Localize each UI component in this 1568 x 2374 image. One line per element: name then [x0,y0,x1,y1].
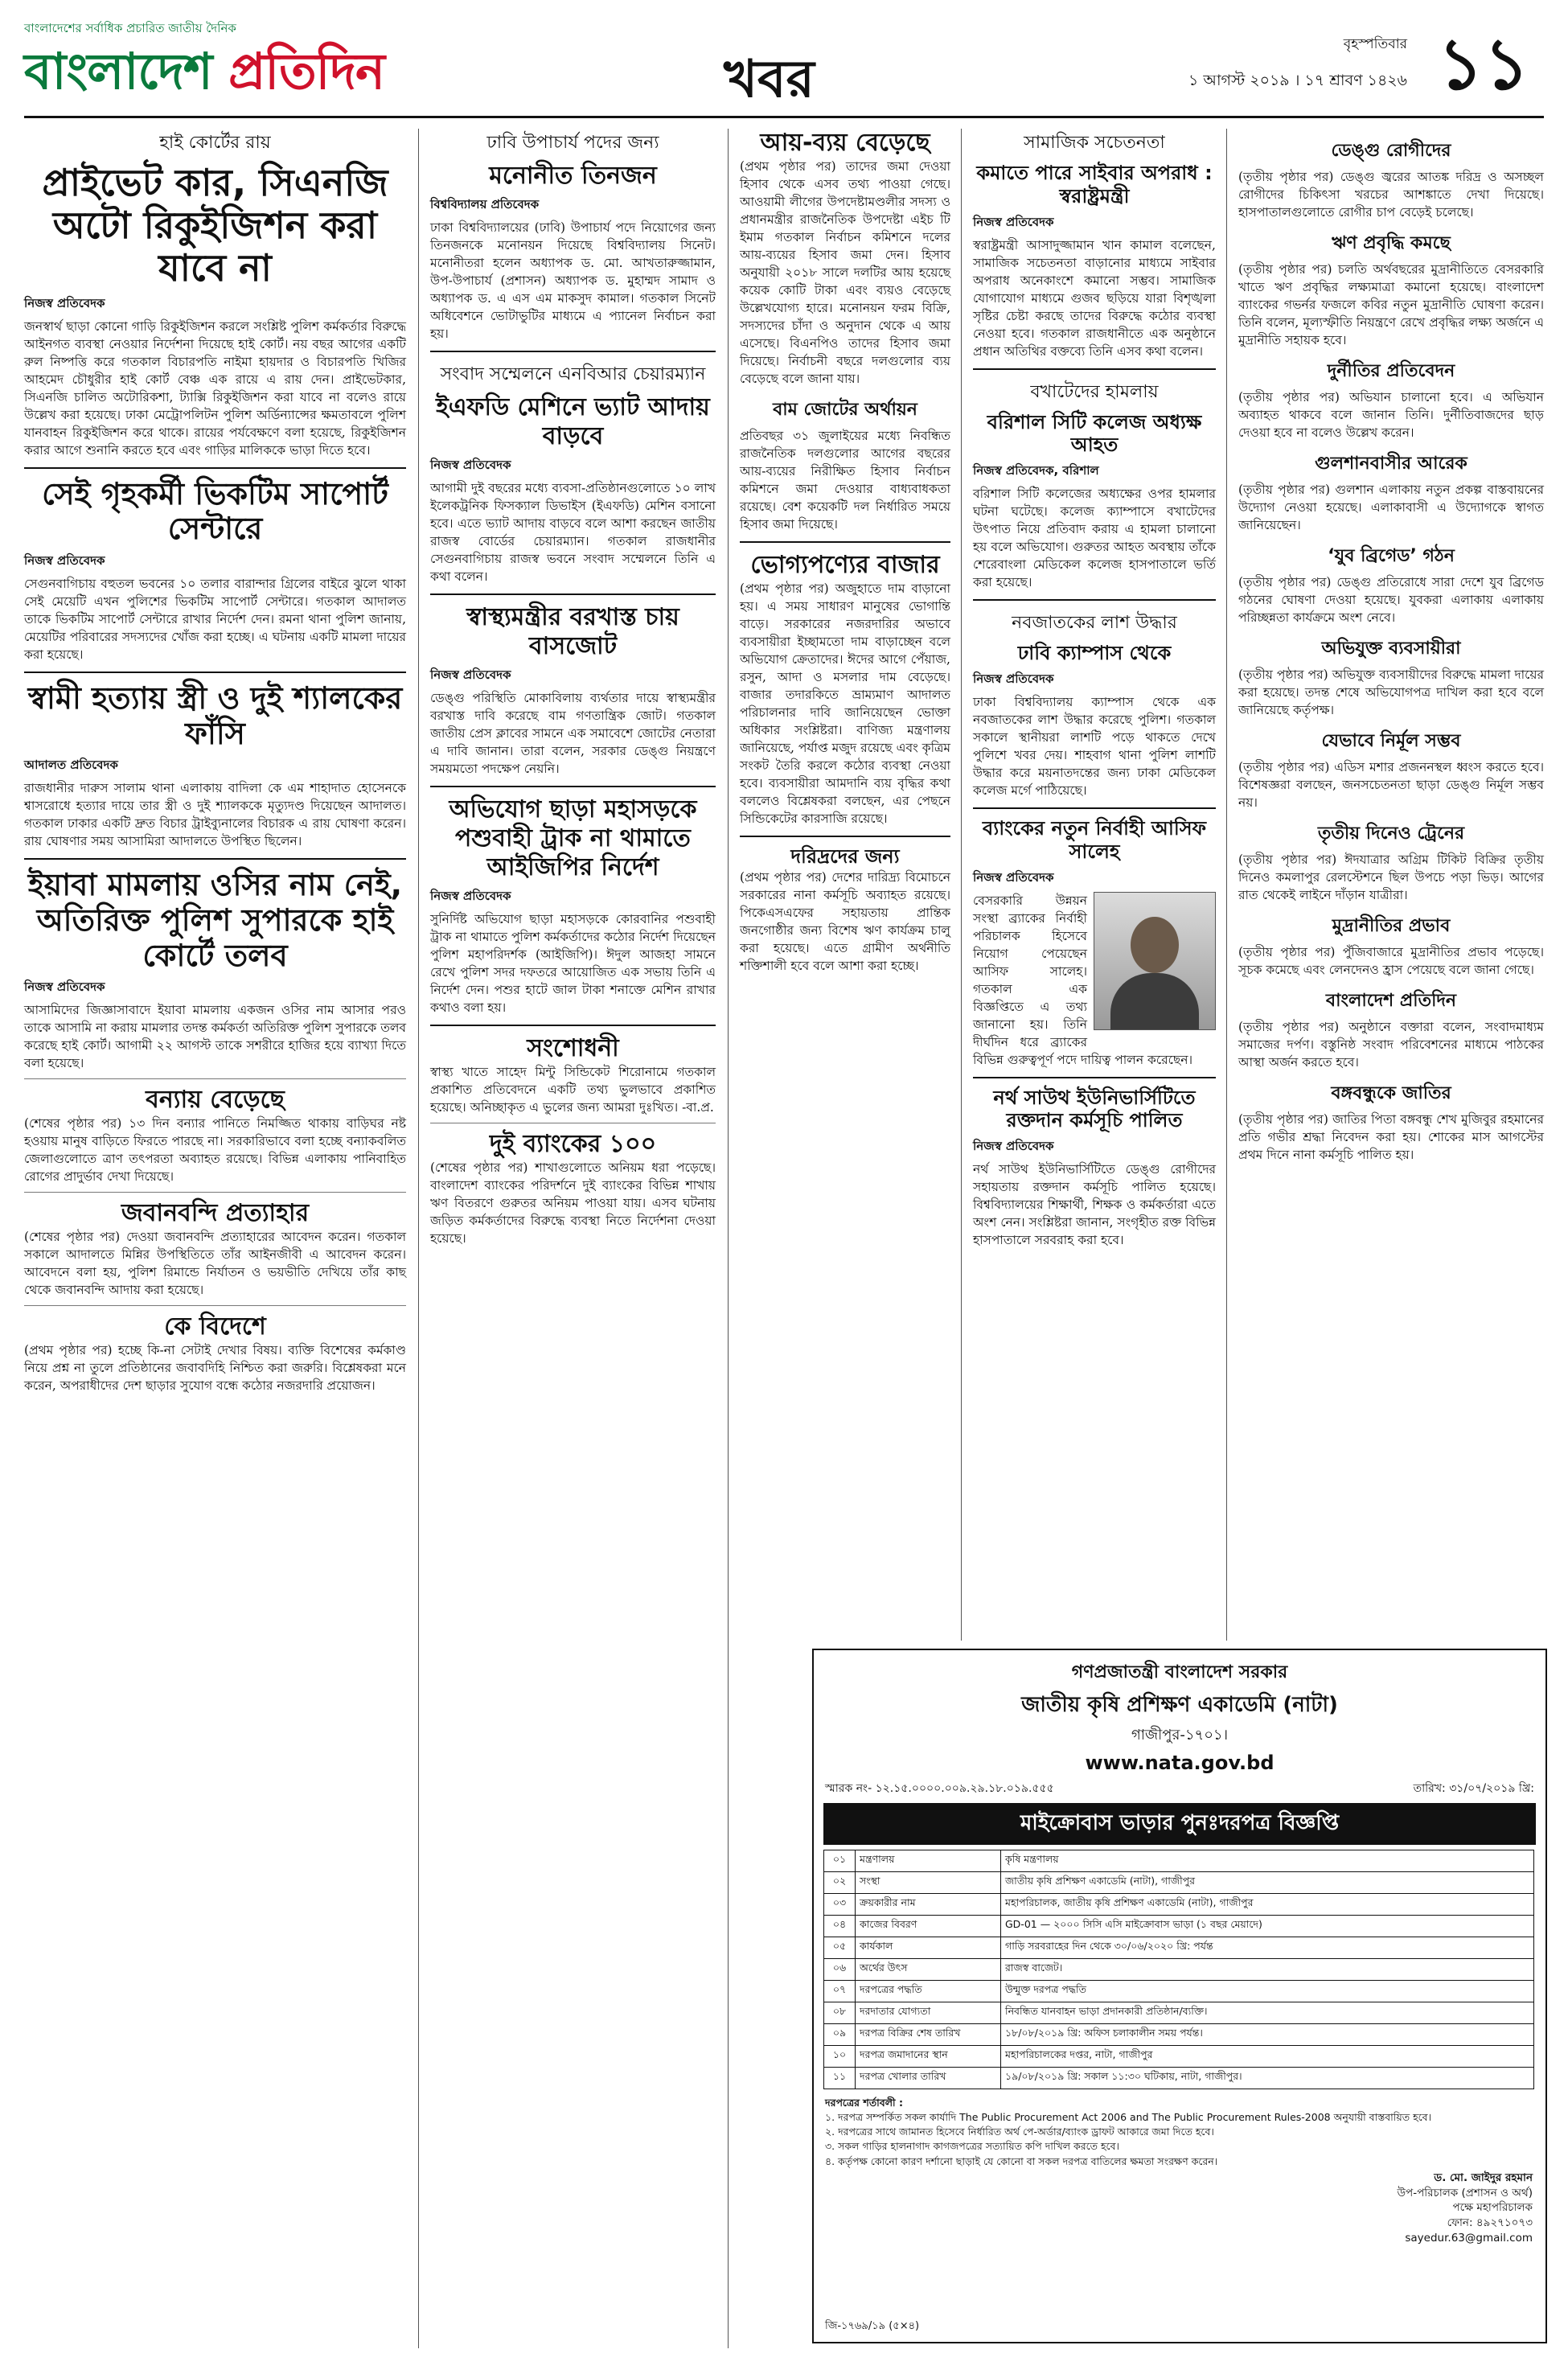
row-value: উন্মুক্ত দরপত্র পদ্ধতি [1001,1981,1534,2002]
table-row [824,2024,1534,2046]
article-body: প্রতিবছর ৩১ জুলাইয়ের মধ্যে নিবন্ধিত রাজনৈতিক দলগুলোর আগের বছরের আয়-ব্যয়ের নিরীক্ষিত হিসাব নির্বাচন কমিশনে জমা দেওয়ার বাধ্যবাধকতা রয়েছে। বেশ কয়েকটি দল নির্ধারিত সময়ে হিসাব জমা দিয়েছে। [740,429,950,532]
tender-table [823,1850,1534,2089]
article-headline[interactable]: কে বিদেশে [164,1312,266,1341]
article-body: (শেষের পৃষ্ঠার পর) শাখাগুলোতে অনিয়ম ধরা পড়েছে। বাংলাদেশ ব্যাংকের পরিদর্শনে দুই ব্যাংকের বিভিন্ন শাখায় ঋণ বিতরণে গুরুতর অনিয়ম পাওয়া যায়। এসব ঘটনায় জড়িত কর্মকর্তাদের বিরুদ্ধে ব্যবস্থা নিতে নির্দেশনা দেওয়া হয়েছে। [430,1160,716,1246]
row-label: দরপত্র খোলার তারিখ [856,2068,1001,2089]
article-headline[interactable]: বরিশাল সিটি কলেজ অধ্যক্ষ আহত [987,410,1202,457]
article-byline: নিজস্ব প্রতিবেদক [973,869,1054,885]
row-label: দরপত্রের পদ্ধতি [856,1981,1001,2002]
article-headline[interactable]: স্বামী হত্যায় স্ত্রী ও দুই শ্যালকের ফাঁসি [27,680,403,751]
jump-headline[interactable]: বঙ্গবন্ধুকে জাতির [1331,1083,1451,1103]
article-body: (তৃতীয় পৃষ্ঠার পর) এডিস মশার প্রজননস্থল ধ্বংস করতে হবে। বিশেষজ্ঞরা বলছেন, জনসচেতনতা ছাড়া ডেঙ্গু নির্মূল সম্ভব নয়। [1238,760,1544,810]
article-byline: নিজস্ব প্রতিবেদক [973,1139,1054,1154]
article-body: ডেঙ্গু পরিস্থিতি মোকাবিলায় ব্যর্থতার দায়ে স্বাস্থ্যমন্ত্রীর বরখাস্ত দাবি করেছে বাম গণতান্ত্রিক জোট। গতকাল জাতীয় প্রেস ক্লাবের সামনে এক সমাবেশে জোটের নেতারা এ দাবি জানান। তারা বলেন, সরকার ডেঙ্গু নিয়ন্ত্রণে সময়মতো পদক্ষেপ নেয়নি। [430,691,716,776]
article-byline: নিজস্ব প্রতিবেদক [430,458,511,472]
jump-headline[interactable]: গুলশানবাসীর আরেক [1315,454,1467,474]
ad-header [814,1658,1545,1774]
jump-headline[interactable]: তৃতীয় দিনেও ট্রেনের [1317,824,1465,844]
ad-terms-title: দরপত্রের শর্তাবলী : [825,2097,903,2109]
article-headline[interactable]: নর্থ সাউথ ইউনিভার্সিটিতে রক্তদান কর্মসূচি পালিত [993,1086,1196,1132]
article-subhead: বাম জোটের অর্থায়ন [773,400,917,420]
row-number: ০৯ [824,2024,856,2046]
article-body: বরিশাল সিটি কলেজের অধ্যক্ষের ওপর হামলার ঘটনা ঘটেছে। কলেজ ক্যাম্পাসে বখাটেদের উৎপাত নিয়ে প্রতিবাদ করায় এ হামলা চালানো হয় বলে অভিযোগ। গুরুতর আহত অবস্থায় তাঁকে শেরেবাংলা মেডিকেল কলেজ হাসপাতালে ভর্তি করা হয়েছে। [973,487,1216,590]
ad-term-item: ১. দরপত্র সম্পর্কিত সকল কার্যাদি The Public Procurement Act 2006 and The Public Procurement Rules-2008 অনুযায়ী বাস্তবায়িত হবে। [825,2111,1432,2124]
article-body: (তৃতীয় পৃষ্ঠার পর) অভিযান চালানো হবে। এ অভিযান অব্যাহত থাকবে বলে জানান তিনি। দুর্নীতিবাজদের ছাড় দেওয়া হবে না বলেও উল্লেখ করেন। [1238,390,1544,440]
article-body: (প্রথম পৃষ্ঠার পর) অজুহাতে দাম বাড়ানো হয়। এ সময় সাধারণ মানুষের ভোগান্তি বাড়ে। সরকারের নজরদারির অভাবে ব্যবসায়ীরা ইচ্ছামতো দাম বাড়াচ্ছেন বলে অভিযোগ ক্রেতাদের। ঈদের আগে পেঁয়াজ, রসুন, আদা ও মসলার দাম বেড়েছে। বাজার তদারকিতে ভ্রাম্যমাণ আদালত পরিচালনার দাবি জানিয়েছেন ভোক্তা অধিকার সংশ্লিষ্টরা। বাণিজ্য মন্ত্রণালয় জানিয়েছে, পর্যাপ্ত মজুদ রয়েছে এবং কৃত্রিম সংকট তৈরি করলে কঠোর ব্যবস্থা নেওয়া হবে। ব্যবসায়ীরা আমদানি ব্যয় বৃদ্ধির কথা বললেও বিশ্লেষকরা বলছেন, এর পেছনে সিন্ডিকেটের কারসাজি রয়েছে। [740,581,950,826]
divider [430,594,716,595]
column-divider [418,129,419,2348]
table-row [824,2046,1534,2068]
article-headline[interactable]: সেই গৃহকর্মী ভিকটিম সাপোর্ট সেন্টারে [42,475,388,547]
article-body: (তৃতীয় পৃষ্ঠার পর) ডেঙ্গু প্রতিরোধে সারা দেশে যুব ব্রিগেড গঠনের ঘোষণা দেওয়া হয়েছে। যুবকরা এলাকায় এলাকায় পরিচ্ছন্নতা কার্যক্রমে অংশ নেবে। [1238,575,1544,625]
row-label: ক্রয়কারীর নাম [856,1894,1001,1916]
column-divider [1226,129,1227,1641]
article-headline[interactable]: বন্যায় বেড়েছে [146,1086,285,1115]
ad-title: মাইক্রোবাস ভাড়ার পুনঃদরপত্র বিজ্ঞপ্তি [823,1803,1536,1845]
row-value: মহাপরিচালক, জাতীয় কৃষি প্রশিক্ষণ একাডেমি (নাটা), গাজীপুর [1001,1894,1534,1916]
row-label: দরপত্র বিক্রির শেষ তারিখ [856,2024,1001,2046]
article-byline: নিজস্ব প্রতিবেদক [973,671,1054,686]
article-body: (তৃতীয় পৃষ্ঠার পর) অনুষ্ঠানে বক্তারা বলেন, সংবাদমাধ্যম সমাজের দর্পণ। বস্তুনিষ্ঠ সংবাদ পরিবেশনের মাধ্যমে পাঠকের আস্থা অর্জন করতে হবে। [1238,1020,1544,1070]
divider [740,836,950,837]
weekday: বৃহস্পতিবার [1343,36,1407,52]
article-byline: নিজস্ব প্রতিবেদক [973,214,1054,229]
ad-term-item: ৪. কর্তৃপক্ষ কোনো কারণ দর্শানো ছাড়াই যে কোনো বা সকল দরপত্র বাতিলের ক্ষমতা সংরক্ষণ করেন। [825,2154,1218,2167]
table-row [824,1959,1534,1981]
divider [973,807,1216,809]
row-number: ০৬ [824,1959,856,1981]
ad-memo-date: তারিখ: ৩১/০৭/২০১৯ খ্রি: [1413,1782,1534,1795]
ad-memo-line [814,1774,1545,1803]
row-number: ০৩ [824,1894,856,1916]
row-number: ০৮ [824,2002,856,2024]
article-body: (তৃতীয় পৃষ্ঠার পর) গুলশান এলাকায় নতুন প্রকল্প বাস্তবায়নের উদ্যোগ নেওয়া হয়েছে। এলাকাবাসী এ উদ্যোগকে স্বাগত জানিয়েছেন। [1238,483,1544,532]
row-label: অর্থের উৎস [856,1959,1001,1981]
table-row [824,2068,1534,2089]
article-body: ঢাকা বিশ্ববিদ্যালয় ক্যাম্পাস থেকে এক নবজাতকের লাশ উদ্ধার করেছে পুলিশ। গতকাল সকালে স্থানীয়রা লাশটি পড়ে থাকতে দেখে পুলিশে খবর দেয়। শাহবাগ থানা পুলিশ লাশটি উদ্ধার করে ময়নাতদন্তের জন্য ঢাকা মেডিকেল কলেজ মর্গে পাঠিয়েছে। [973,694,1216,798]
row-number: ০১ [824,1850,856,1872]
article-headline[interactable]: ভোগ্যপণ্যের বাজার [750,551,940,579]
article-byline: নিজস্ব প্রতিবেদক [24,295,105,310]
article-byline: নিজস্ব প্রতিবেদক [430,667,511,682]
article-body: জনস্বার্থ ছাড়া কোনো গাড়ি রিকুইজিশন করলে সংশ্লিষ্ট পুলিশ কর্মকর্তার বিরুদ্ধে আইনগত ব্যবস্থা নেওয়ার নির্দেশনা দিয়েছে হাই কোর্ট। নয় বছর আগের একটি রুল নিষ্পত্তি করে গতকাল বিচারপতি নাইমা হায়দার ও বিচারপতি খিজির আহমেদ চৌধুরীর হাই কোর্ট বেঞ্চ এক রায়ে এ রায় দেন। প্রাইভেটকার, সিএনজি চালিত অটোরিকশা, ট্যাক্সি রিকুইজিশন করা যাবে না বলেও রায়ে উল্লেখ করা হয়েছে। ঢাকা মেট্রোপলিটন পুলিশ অর্ডিন্যান্সের ক্ষমতাবলে পুলিশ যানবাহন রিকুইজিশন করে থাকে। রায়ের পর্যবেক্ষণে বলা হয়েছে, রিকুইজিশন করার আগে শুনানি করতে হবে এবং গাড়ির মালিককে ভাড়া দিতে হবে। [24,318,406,458]
article-byline: বিশ্ববিদ্যালয় প্রতিবেদক [430,197,540,212]
article-body: (শেষের পৃষ্ঠার পর) দেওয়া জবানবন্দি প্রত্যাহারের আবেদন করেন। গতকাল সকালে আদালতে মিন্নির উপস্থিতিতে তাঁর আইনজীবী এ আবেদন করেন। আবেদনে বলা হয়, পুলিশ রিমান্ডে নির্যাতন ও ভয়ভীতি দেখিয়ে তাঁর কাছ থেকে জবানবন্দি আদায় করা হয়েছে। [24,1230,406,1298]
article-body: আগামী দুই বছরের মধ্যে ব্যবসা-প্রতিষ্ঠানগুলোতে ১০ লাখ ইলেকট্রনিক ফিসক্যাল ডিভাইস (ইএফডি) মেশিন বসানো হবে। এতে ভ্যাট আদায় বাড়বে বলে আশা করছেন জাতীয় রাজস্ব বোর্ডের চেয়ারম্যান। গতকাল রাজধানীর সেগুনবাগিচায় রাজস্ব ভবনে সংবাদ সম্মেলনে তিনি এ কথা বলেন। [430,481,716,584]
column-divider [961,129,962,1641]
divider [24,1192,406,1193]
article-headline[interactable]: ঢাবি ক্যাম্পাস থেকে [1017,642,1172,665]
row-value: কৃষি মন্ত্রণালয় [1001,1850,1534,1872]
row-label: দরদাতার যোগ্যতা [856,2002,1001,2024]
jump-headline[interactable]: যেভাবে নির্মূল সম্ভব [1321,731,1461,751]
table-row [824,1872,1534,1894]
logo [24,34,384,117]
ad-term-item: ২. দরপত্রের সাথে জামানত হিসেবে নির্ধারিত অর্থ পে-অর্ডার/ব্যাংক ড্রাফট আকারে জমা দিতে হবে। [825,2126,1214,2138]
jump-headline[interactable]: ঋণ প্রবৃদ্ধি কমছে [1332,233,1451,253]
table-row [824,1850,1534,1872]
table-row [824,1981,1534,2002]
article-body: (প্রথম পৃষ্ঠার পর) দেশের দারিদ্র্য বিমোচনে সরকারের নানা কর্মসূচি অব্যাহত রয়েছে। পিকেএসএফের সহায়তায় প্রান্তিক জনগোষ্ঠীর জন্য বিশেষ ঋণ কার্যক্রম চালু করা হয়েছে। এতে গ্রামীণ অর্থনীতি শক্তিশালী হবে বলে আশা করা হচ্ছে। [740,869,950,973]
column-5 [1238,129,1544,1169]
row-number: ০৫ [824,1937,856,1959]
column-divider [728,129,729,2348]
tender-advertisement [812,1649,1547,2343]
ad-address: গাজীপুর-১৭০১। [1131,1727,1229,1744]
article-body: স্বাস্থ্য খাতে সাহেদ মিন্টু সিন্ডিকেট শিরোনামে গতকাল প্রকাশিত প্রতিবেদনে একটি তথ্য ভুলভাবে প্রকাশিত হয়েছে। অনিচ্ছাকৃত এ ভুলের জন্য আমরা দুঃখিত। -বা.প্র. [430,1065,716,1115]
article-kicker: হাই কোর্টের রায় [159,133,271,153]
article-headline[interactable]: কমাতে পারে সাইবার অপরাধ : স্বরাষ্ট্রমন্ত্রী [976,162,1213,207]
divider [24,858,406,860]
row-label: দরপত্র জমাদানের স্থান [856,2046,1001,2068]
divider [430,351,716,352]
jump-headline[interactable]: মুদ্রানীতির প্রভাব [1332,916,1451,936]
article-body: রাজধানীর দারুস সালাম থানা এলাকায় বাদিলা কে এম শাহাদাত হোসেনকে শ্বাসরোধে হত্যার দায়ে তার স্ত্রী ও দুই শ্যালককে মৃত্যুদণ্ড দিয়েছেন আদালত। গতকাল ঢাকার একটি দ্রুত বিচার ট্রাইব্যুনালের বিচারক এ রায় ঘোষণা করেন। রায় ঘোষণার সময় আসামিরা আদালতে উপস্থিত ছিলেন। [24,781,406,849]
jump-headline[interactable]: ডেঙ্গু রোগীদের [1331,141,1451,161]
article-body: স্বরাষ্ট্রমন্ত্রী আসাদুজ্জামান খান কামাল বলেছেন, সামাজিক সচেতনতা বাড়ানোর মাধ্যমে সাইবার অপরাধ অনেকাংশে কমানো সম্ভব। সামাজিক যোগাযোগ মাধ্যমে গুজব ছড়িয়ে যারা বিশৃঙ্খলা সৃষ্টির চেষ্টা করছে তাদের বিরুদ্ধে কঠোর ব্যবস্থা নেওয়া হবে। গতকাল রাজধানীতে এক অনুষ্ঠানে প্রধান অতিথির বক্তব্যে তিনি এসব কথা বলেন। [973,237,1216,359]
article-body: (তৃতীয় পৃষ্ঠার পর) চলতি অর্থবছরের মুদ্রানীতিতে বেসরকারি খাতে ঋণ প্রবৃদ্ধির লক্ষ্যমাত্রা কমানো হয়েছে। বাংলাদেশ ব্যাংকের গভর্নর ফজলে কবির নতুন মুদ্রানীতি ঘোষণা করেন। তিনি বলেন, মূল্যস্ফীতি নিয়ন্ত্রণে রেখে প্রবৃদ্ধির লক্ষ্য অর্জনে এ মুদ্রানীতি সহায়ক হবে। [1238,262,1544,347]
row-number: ০৭ [824,1981,856,2002]
article-body: (তৃতীয় পৃষ্ঠার পর) ডেঙ্গু জ্বরের আতঙ্ক দরিদ্র ও অসচ্ছল রোগীদের চিকিৎসা খরচের আশঙ্কাতে দেখা দিয়েছে। হাসপাতালগুলোতে রোগীর চাপ বেড়েই চলেছে। [1238,170,1544,220]
row-number: ১১ [824,2068,856,2089]
jump-headline[interactable]: অভিযুক্ত ব্যবসায়ীরা [1321,639,1461,659]
ad-memo-number: স্মারক নং- ১২.১৫.০০০০.০০৯.২৯.১৮.০১৯.৫৫৫ [825,1782,1054,1795]
article-headline[interactable]: জবানবন্দি প্রত্যাহার [121,1199,310,1228]
article-kicker: ঢাবি উপাচার্য পদের জন্য [486,133,659,153]
article-body: আসামিদের জিজ্ঞাসাবাদে ইয়াবা মামলায় একজন ওসির নাম আসার পরও তাকে আসামি না করায় মামলার তদন্ত কর্মকর্তা অতিরিক্ত পুলিশ সুপারকে তলব করেছে হাই কোর্ট। আগামী ২২ আগস্ট তাকে সশরীরে হাজির হয়ে ব্যাখ্যা দিতে বলা হয়েছে। [24,1003,406,1071]
row-value: GD-01 — ২০০০ সিসি এসি মাইক্রোবাস ভাড়া (১ বছর মেয়াদে) [1001,1916,1534,1937]
row-number: ১০ [824,2046,856,2068]
column-1 [24,129,406,1399]
article-headline[interactable]: দরিদ্রদের জন্য [790,845,900,868]
article-body: ঢাকা বিশ্ববিদ্যালয়ের (ঢাবি) উপাচার্য পদে নিয়োগের জন্য তিনজনকে মনোনয়ন দিয়েছে বিশ্ববিদ্যালয় সিনেট। মনোনীতরা হলেন অধ্যাপক ড. মো. আখতারুজ্জামান, উপ-উপাচার্য (প্রশাসন) অধ্যাপক ড. মুহাম্মদ সামাদ ও অধ্যাপক ড. এ এস এম মাকসুদ কামাল। গতকাল সিনেট অধিবেশনে ভোটাভুটির মাধ্যমে এ প্যানেল নির্বাচন করা হয়। [430,220,716,341]
row-label: কার্যকাল [856,1937,1001,1959]
article-body: বেসরকারি উন্নয়ন সংস্থা ব্র্যাকের নির্বাহী পরিচালক হিসেবে নিয়োগ পেয়েছেন আসিফ সালেহ। গতকাল এক বিজ্ঞপ্তিতে এ তথ্য জানানো হয়। তিনি দীর্ঘদিন ধরে ব্র্যাকের বিভিন্ন গুরুত্বপূর্ণ পদে দায়িত্ব পালন করেছেন। [973,893,1193,1067]
divider [24,672,406,673]
row-label: কাজের বিবরণ [856,1916,1001,1937]
row-value: ১৯/০৮/২০১৯ খ্রি: সকাল ১১:৩০ ঘটিকায়, নাটা, গাজীপুর। [1001,2068,1534,2089]
article-body: (তৃতীয় পৃষ্ঠার পর) জাতির পিতা বঙ্গবন্ধু শেখ মুজিবুর রহমানের প্রতি গভীর শ্রদ্ধা নিবেদন করা হয়। শোকের মাস আগস্টের প্রথম দিনে নানা কর্মসূচি পালিত হয়। [1238,1112,1544,1162]
logo-part2: প্রতিদিন [228,42,384,101]
logo-part1: বাংলাদেশ [24,42,229,101]
article-body: (তৃতীয় পৃষ্ঠার পর) অভিযুক্ত ব্যবসায়ীদের বিরুদ্ধে মামলা দায়ের করা হয়েছে। তদন্ত শেষে অভিযোগপত্র দাখিল করা হবে বলে জানিয়েছে কর্তৃপক্ষ। [1238,667,1544,717]
article-byline: নিজস্ব প্রতিবেদক, বরিশাল [973,463,1099,478]
table-row [824,1894,1534,1916]
article-body: নর্থ সাউথ ইউনিভার্সিটিতে ডেঙ্গু রোগীদের সহায়তায় রক্তদান কর্মসূচি পালিত হয়েছে। বিশ্ববিদ্যালয়ের শিক্ষার্থী, শিক্ষক ও কর্মকর্তারা এতে অংশ নেন। সংশ্লিষ্টরা জানান, সংগৃহীত রক্ত বিভিন্ন হাসপাতালে সরবরাহ করা হবে। [973,1162,1216,1248]
article-headline[interactable]: সংশোধনী [527,1034,619,1062]
table-row [824,1937,1534,1959]
row-value: মহাপরিচালকের দপ্তর, নাটা, গাজীপুর [1001,2046,1534,2068]
article-kicker: সংবাদ সম্মেলনে এনবিআর চেয়ারম্যান [440,364,706,384]
article-byline: নিজস্ব প্রতিবেদক [24,980,105,995]
article-body: সেগুনবাগিচায় বহুতল ভবনের ১০ তলার বারান্দার গ্রিলের বাইরে ঝুলে থাকা সেই মেয়েটি এখন পুলিশের ভিকটিম সাপোর্ট সেন্টারে। গতকাল আদালত তাকে ভিকটিম সাপোর্ট সেন্টারে রাখার নির্দেশ দেন। রমনা থানা পুলিশ জানায়, মেয়েটির পরিবারের সদস্যদের খোঁজ করা হচ্ছে। এ ঘটনায় একটি মামলা দায়ের করা হয়েছে। [24,577,406,663]
article-byline: আদালত প্রতিবেদক [24,758,118,773]
masthead [24,19,1544,118]
article-body: (শেষের পৃষ্ঠার পর) ১৩ দিন বন্যার পানিতে নিমজ্জিত থাকায় বাড়িঘর নষ্ট হওয়ায় মানুষ বাড়িতে ফিরতে পারছে না। সরকারিভাবে বলা হচ্ছে বন্যাকবলিত জেলাগুলোতে ত্রাণ তৎপরতা অব্যাহত রয়েছে। বিভিন্ন এলাকায় পানিবাহিত রোগের প্রাদুর্ভাব দেখা দিয়েছে। [24,1116,406,1185]
article-body: সুনির্দিষ্ট অভিযোগ ছাড়া মহাসড়কে কোরবানির পশুবাহী ট্রাক না থামাতে পুলিশ কর্মকর্তাদের কঠোর নির্দেশ দিয়েছেন পুলিশ মহাপরিদর্শক (আইজিপি)। ঈদুল আজহা সামনে রেখে পুলিশ সদর দফতরে আয়োজিত এক সভায় তিনি এ নির্দেশ দেন। পশুর হাটে জাল টাকা শনাক্তে মেশিন রাখার কথাও বলা হয়। [430,912,716,1015]
article-kicker: নবজাতকের লাশ উদ্ধার [1012,613,1177,634]
ad-phone: ফোন: ৪৯২৭১০৭৩ [1447,2216,1533,2230]
issue-date: ১ আগস্ট ২০১৯ । ১৭ শ্রাবণ ১৪২৬ [1188,72,1407,89]
row-value: রাজস্ব বাজেট। [1001,1959,1534,1981]
divider [24,1078,406,1079]
article-body: (তৃতীয় পৃষ্ঠার পর) ঈদযাত্রার অগ্রিম টিকিট বিক্রির তৃতীয় দিনেও কমলাপুর রেলস্টেশনে ছিল উপচে পড়া ভিড়। আগের রাত থেকেই লাইনে দাঁড়ান যাত্রীরা। [1238,852,1544,902]
divider [24,1305,406,1306]
column-4 [973,129,1216,1254]
ad-organization: জাতীয় কৃষি প্রশিক্ষণ একাডেমি (নাটা) [1021,1693,1338,1717]
ad-terms [814,2094,1545,2171]
column-2 [430,129,716,1252]
divider [973,1077,1216,1078]
article-headline[interactable]: ইয়াবা মামলায় ওসির নাম নেই, অতিরিক্ত পুলিশ সুপারকে হাই কোর্টে তলব [27,867,403,973]
jump-headline[interactable]: দুর্নীতির প্রতিবেদন [1327,361,1455,381]
row-value: ১৮/০৮/২০১৯ খ্রি: অফিস চলাকালীন সময় পর্যন্ত। [1001,2024,1534,2046]
article-headline[interactable]: আয়-ব্যয় বেড়েছে [760,129,930,157]
page-number: ১১ [1437,23,1530,105]
ad-government: গণপ্রজাতন্ত্রী বাংলাদেশ সরকার [1071,1662,1288,1682]
row-value: গাড়ি সরবরাহের দিন থেকে ৩০/০৬/২০২০ খ্রি: পর্যন্ত [1001,1937,1534,1959]
row-value: নিবন্ধিত যানবাহন ভাড়া প্রদানকারী প্রতিষ্ঠান/ব্যক্তি। [1001,2002,1534,2024]
row-number: ০৪ [824,1916,856,1937]
divider [430,786,716,787]
ad-signatory-org: পক্ষে মহাপরিচালক [1452,2201,1533,2215]
divider [24,467,406,469]
row-value: জাতীয় কৃষি প্রশিক্ষণ একাডেমি (নাটা), গাজীপুর [1001,1872,1534,1894]
portrait-photo [1094,892,1216,1030]
article-kicker: বখাটেদের হামলায় [1030,381,1159,402]
article-body: (তৃতীয় পৃষ্ঠার পর) পুঁজিবাজারে মুদ্রানীতির প্রভাব পড়েছে। সূচক কমেছে এবং লেনদেনও হ্রাস পেয়েছে বলে জানা গেছে। [1238,945,1544,977]
row-label: মন্ত্রণালয় [856,1850,1001,1872]
jump-headline[interactable]: ‘যুব ব্রিগেড’ গঠন [1328,546,1455,566]
row-number: ০২ [824,1872,856,1894]
jump-headline[interactable]: বাংলাদেশ প্রতিদিন [1325,991,1457,1011]
ad-signatory-name: ড. মো. জাইদুর রহমান [1434,2171,1533,2184]
divider [430,1025,716,1026]
portrait-torso [1110,973,1199,1029]
ad-term-item: ৩. সকল গাড়ির হালনাগাদ কাগজপত্রের সত্যায়িত কপি দাখিল করতে হবে। [825,2140,1120,2153]
table-row [824,1916,1534,1937]
logo-tagline: বাংলাদেশের সর্বাধিক প্রচারিত জাতীয় দৈনিক [24,21,236,35]
article-body: (প্রথম পৃষ্ঠার পর) তাদের জমা দেওয়া হিসাব থেকে এসব তথ্য পাওয়া গেছে। আওয়ামী লীগের উপদেষ্টামণ্ডলীর সদস্য ও প্রধানমন্ত্রীর রাজনৈতিক উপদেষ্টা এইচ টি ইমাম গতকাল নির্বাচন কমিশনে দলের আয়-ব্যয়ের হিসাব জমা দেন। হিসাব অনুযায়ী ২০১৮ সালে দলটির আয় হয়েছে কয়েক কোটি টাকা এবং ব্যয়ও বেড়েছে উল্লেখযোগ্য হারে। মনোনয়ন ফরম বিক্রি, সদস্যদের চাঁদা ও অনুদান থেকে এ আয় এসেছে। বিএনপিও তাদের হিসাব জমা দিয়েছে। নির্বাচনী বছরে দলগুলোর ব্যয় বেড়েছে বলে জানা যায়। [740,159,950,386]
divider [973,368,1216,370]
table-row [824,2002,1534,2024]
article-body: (প্রথম পৃষ্ঠার পর) হচ্ছে কি-না সেটাই দেখার বিষয়। ব্যক্তি বিশেষের কর্মকাণ্ড নিয়ে প্রশ্ন না তুলে প্রতিষ্ঠানের জবাবদিহি নিশ্চিত করা জরুরি। বিশ্লেষকরা মনে করেন, অপরাধীদের দেশ ছাড়ার সুযোগ বন্ধে কঠোর নজরদারি প্রয়োজন। [24,1343,406,1394]
article-headline[interactable]: ইএফডি মেশিনে ভ্যাট আদায় বাড়বে [436,393,710,450]
ad-website-link[interactable]: www.nata.gov.bd [1085,1752,1275,1774]
ad-email-link[interactable]: sayedur.63@gmail.com [1405,2232,1533,2245]
portrait-face [1131,917,1179,973]
divider [740,541,950,543]
row-label: সংস্থা [856,1872,1001,1894]
article-headline[interactable]: প্রাইভেট কার, সিএনজি অটো রিকুইজিশন করা যাবে না [42,161,388,290]
ad-signatory-title: উপ-পরিচালক (প্রশাসন ও অর্থ) [1397,2186,1533,2199]
article-headline[interactable]: অভিযোগ ছাড়া মহাসড়কে পশুবাহী ট্রাক না থামাতে আইজিপির নির্দেশ [449,795,697,881]
ad-code: জি-১৭৬৯/১৯ (৫×৪) [825,2320,920,2332]
ad-signature [814,2171,1545,2246]
article-headline[interactable]: স্বাস্থ্যমন্ত্রীর বরখাস্ত চায় বাসজোট [466,603,679,660]
column-3 [740,129,950,980]
article-headline[interactable]: মনোনীত তিনজন [489,162,657,190]
article-headline[interactable]: দুই ব্যাংকের ১০০ [489,1130,657,1158]
article-headline[interactable]: ব্যাংকের নতুন নির্বাহী আসিফ সালেহ [982,816,1207,863]
article-byline: নিজস্ব প্রতিবেদক [24,553,105,569]
section-title: খবর [724,50,815,109]
article-kicker: সামাজিক সচেতনতা [1024,133,1165,153]
article-byline: নিজস্ব প্রতিবেদক [430,889,511,903]
divider [973,599,1216,601]
